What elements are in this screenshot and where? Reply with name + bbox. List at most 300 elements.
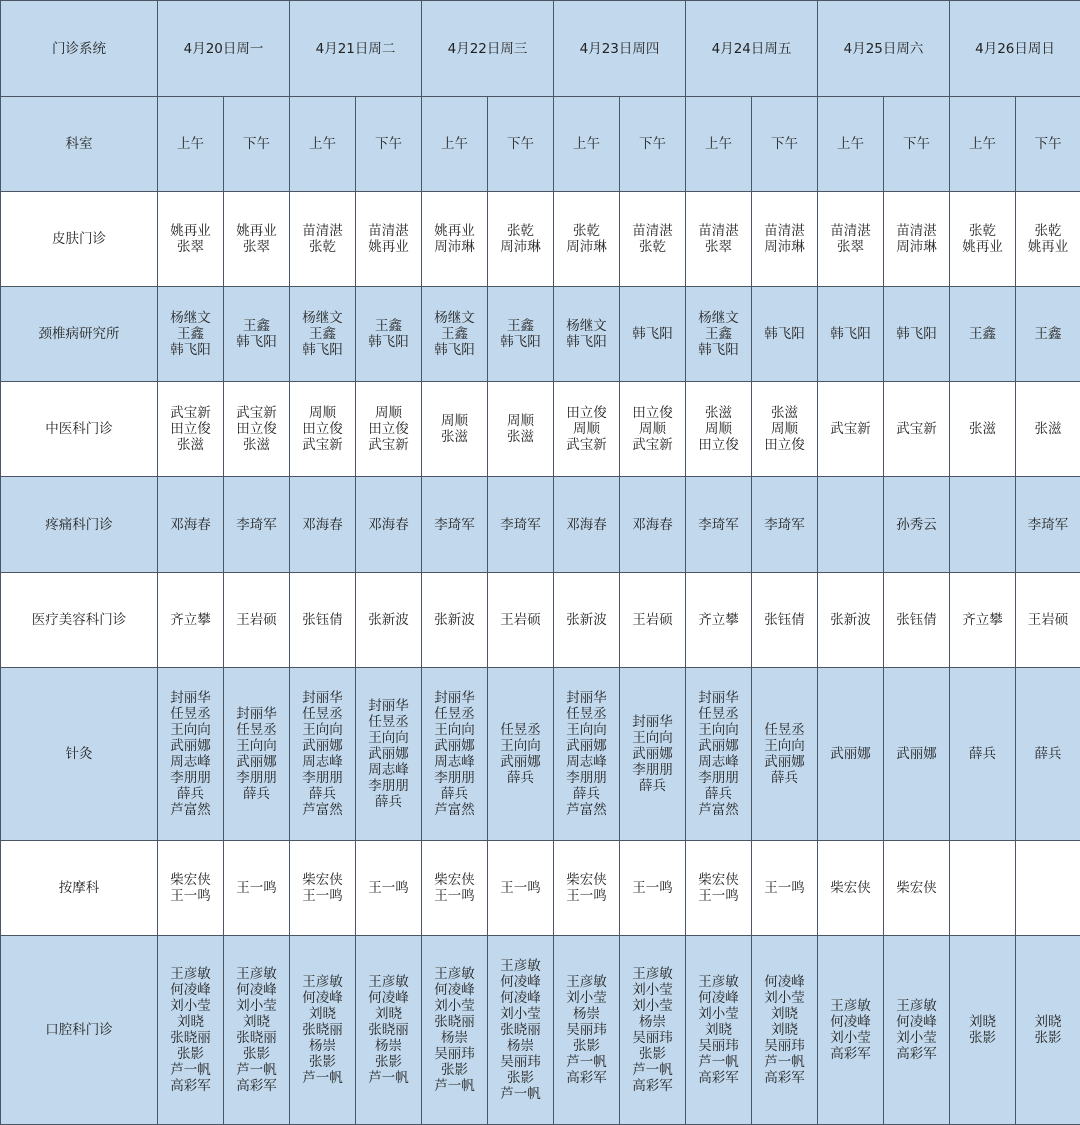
schedule-cell: [290, 668, 356, 841]
doctor-name: 王向向: [698, 722, 739, 738]
schedule-cell: [224, 841, 290, 936]
doctor-list: [500, 318, 541, 350]
doctor-name: 王彦敏: [632, 966, 673, 982]
doctor-name: 任昱丞: [434, 706, 475, 722]
doctor-name: 武宝新: [302, 437, 343, 453]
doctor-name: 杨崇: [375, 1038, 402, 1054]
doctor-list: [302, 223, 343, 255]
doctor-list: [302, 310, 343, 358]
doctor-name: 张乾: [1034, 223, 1062, 239]
doctor-name: 张新波: [434, 612, 475, 628]
doctor-name: 杨继文: [170, 310, 211, 326]
doctor-name: 武丽娜: [830, 746, 871, 762]
doctor-name: 高彩军: [698, 1070, 739, 1086]
doctor-name: 张乾: [969, 223, 996, 239]
doctor-name: 高彩军: [830, 1046, 871, 1062]
doctor-list: [830, 746, 871, 762]
schedule-cell: [158, 841, 224, 936]
doctor-name: 王一鸣: [566, 888, 607, 904]
schedule-cell: [488, 192, 554, 287]
doctor-name: 邓海春: [302, 516, 343, 533]
department-name: 疼痛科门诊: [1, 477, 158, 573]
doctor-name: 韩飞阳: [368, 334, 409, 350]
doctor-name: 周顺: [309, 405, 336, 421]
schedule-cell: [290, 287, 356, 382]
schedule-cell: [818, 841, 884, 936]
doctor-name: 田立俊: [764, 437, 805, 453]
doctor-list: [434, 310, 475, 358]
doctor-list: [566, 517, 607, 533]
doctor-name: 李朋朋: [632, 762, 673, 778]
doctor-list: [236, 966, 277, 1094]
doctor-name: 何凌峰: [500, 974, 541, 990]
doctor-name: 芦一帆: [368, 1070, 409, 1086]
doctor-name: 王彦敏: [302, 974, 343, 990]
schedule-cell: [950, 573, 1016, 668]
doctor-name: 张滋: [705, 405, 732, 421]
doctor-list: [764, 974, 805, 1086]
doctor-name: 张翠: [243, 239, 270, 255]
doctor-name: 齐立攀: [698, 612, 739, 628]
doctor-list: [1035, 1014, 1062, 1046]
doctor-name: 王岩硕: [236, 612, 277, 628]
doctor-list: [896, 517, 937, 533]
doctor-name: 姚再业: [1027, 239, 1069, 255]
doctor-name: 田立俊: [302, 421, 343, 437]
doctor-name: 田立俊: [632, 405, 673, 421]
schedule-cell: [356, 192, 422, 287]
doctor-name: 何凌峰: [698, 990, 739, 1006]
doctor-name: 武宝新: [632, 437, 673, 453]
doctor-name: 周沛琳: [764, 239, 805, 255]
doctor-name: 李朋朋: [170, 770, 211, 786]
doctor-name: 王一鸣: [368, 880, 409, 896]
doctor-name: 何凌峰: [500, 990, 541, 1006]
doctor-name: 张晓丽: [302, 1022, 343, 1038]
schedule-cell: [686, 382, 752, 477]
doctor-name: 封丽华: [170, 690, 211, 706]
doctor-name: 高彩军: [236, 1078, 277, 1094]
schedule-cell: [950, 192, 1016, 287]
doctor-name: 齐立攀: [962, 612, 1003, 628]
doctor-name: 王向向: [566, 722, 607, 738]
doctor-name: 田立俊: [566, 405, 607, 421]
doctor-name: 封丽华: [236, 706, 277, 722]
doctor-name: 苗清湛: [698, 223, 739, 239]
doctor-name: 武宝新: [566, 437, 607, 453]
doctor-name: 韩飞阳: [302, 342, 343, 358]
schedule-cell: [752, 668, 818, 841]
doctor-name: 王彦敏: [566, 974, 607, 990]
doctor-list: [368, 880, 409, 896]
day-header: 4月24日周五: [686, 1, 818, 97]
doctor-name: 武丽娜: [698, 738, 739, 754]
doctor-name: 吴丽玮: [434, 1046, 475, 1062]
schedule-cell: [620, 382, 686, 477]
doctor-name: 邓海春: [632, 516, 673, 533]
doctor-name: 张影: [243, 1046, 270, 1062]
doctor-name: 芦一帆: [632, 1062, 673, 1078]
doctor-name: 李琦军: [236, 516, 277, 533]
doctor-list: [632, 223, 673, 255]
doctor-name: 张晓丽: [500, 1022, 541, 1038]
doctor-list: [962, 223, 1003, 255]
doctor-name: 任昱丞: [302, 706, 343, 722]
period-am: 上午: [158, 97, 224, 192]
schedule-cell: [224, 936, 290, 1125]
doctor-name: 封丽华: [302, 690, 343, 706]
doctor-list: [441, 413, 468, 445]
doctor-name: 苗清湛: [302, 223, 343, 239]
doctor-name: 何凌峰: [764, 974, 805, 990]
doctor-list: [698, 872, 739, 904]
doctor-name: 周志峰: [566, 754, 607, 770]
doctor-name: 张影: [639, 1046, 666, 1062]
schedule-cell: [356, 936, 422, 1125]
day-header: 4月20日周一: [158, 1, 290, 97]
schedule-cell: [158, 936, 224, 1125]
doctor-list: [302, 872, 343, 904]
doctor-list: [830, 998, 871, 1062]
doctor-name: 韩飞阳: [434, 342, 475, 358]
doctor-list: [566, 872, 607, 904]
doctor-list: [236, 612, 277, 628]
schedule-cell: [554, 382, 620, 477]
schedule-cell: [884, 936, 950, 1125]
day-header: 4月21日周二: [290, 1, 422, 97]
doctor-list: [969, 326, 996, 342]
doctor-name: 王鑫: [177, 326, 204, 342]
doctor-name: 吴丽玮: [500, 1054, 541, 1070]
doctor-list: [566, 405, 607, 453]
doctor-name: 芦富然: [434, 802, 475, 818]
schedule-cell: [488, 936, 554, 1125]
doctor-name: 张翠: [705, 239, 732, 255]
doctor-list: [434, 517, 475, 533]
doctor-name: 王鑫: [507, 318, 534, 334]
doctor-name: 王彦敏: [896, 998, 937, 1014]
doctor-name: 周沛琳: [566, 239, 607, 255]
doctor-name: 王鑫: [705, 326, 732, 342]
schedule-cell: [884, 573, 950, 668]
doctor-list: [500, 223, 541, 255]
schedule-cell: [818, 936, 884, 1125]
doctor-list: [969, 421, 996, 437]
period-am: 上午: [686, 97, 752, 192]
doctor-name: 齐立攀: [170, 612, 211, 628]
doctor-name: 李朋朋: [698, 770, 739, 786]
doctor-list: [896, 746, 937, 762]
doctor-name: 王鑫: [309, 326, 336, 342]
doctor-name: 张乾: [639, 239, 666, 255]
doctor-name: 邓海春: [368, 516, 409, 533]
doctor-name: 柴宏侠: [830, 880, 871, 896]
doctor-list: [830, 223, 871, 255]
doctor-name: 高彩军: [896, 1046, 937, 1062]
schedule-cell: [950, 668, 1016, 841]
doctor-name: 芦一帆: [236, 1062, 277, 1078]
doctor-name: 刘小莹: [566, 990, 607, 1006]
doctor-name: 任昱丞: [170, 706, 211, 722]
schedule-cell: [620, 936, 686, 1125]
corner-label: 门诊系统: [1, 1, 158, 97]
schedule-cell: [818, 668, 884, 841]
doctor-name: 李琦军: [500, 516, 541, 533]
doctor-list: [500, 880, 541, 896]
doctor-name: 周顺: [639, 421, 666, 437]
schedule-cell: [1016, 382, 1080, 477]
doctor-list: [434, 966, 475, 1094]
doctor-name: 韩飞阳: [236, 334, 277, 350]
doctor-list: [170, 310, 211, 358]
doctor-name: 周志峰: [302, 754, 343, 770]
doctor-name: 杨崇: [507, 1038, 534, 1054]
schedule-cell: [620, 477, 686, 573]
doctor-list: [764, 722, 805, 786]
doctor-name: 薛兵: [969, 746, 996, 762]
doctor-name: 周顺: [507, 413, 534, 429]
schedule-cell: [158, 382, 224, 477]
doctor-name: 王彦敏: [368, 974, 409, 990]
doctor-name: 芦富然: [566, 802, 607, 818]
doctor-name: 王一鸣: [764, 880, 805, 896]
doctor-name: 张晓丽: [434, 1014, 475, 1030]
doctor-name: 周顺: [441, 413, 468, 429]
doctor-name: 王岩硕: [500, 612, 541, 628]
doctor-name: 芦一帆: [434, 1078, 475, 1094]
schedule-cell: [950, 841, 1016, 936]
schedule-cell: [686, 668, 752, 841]
schedule-cell: [422, 573, 488, 668]
schedule-cell: [224, 287, 290, 382]
schedule-cell: [554, 477, 620, 573]
doctor-name: 张钰倩: [764, 612, 805, 628]
doctor-name: 任昱丞: [368, 714, 409, 730]
doctor-name: 张滋: [1034, 421, 1062, 437]
doctor-name: 武丽娜: [500, 754, 541, 770]
schedule-cell: [884, 841, 950, 936]
doctor-name: 张翠: [837, 239, 864, 255]
doctor-name: 刘晓: [771, 1022, 798, 1038]
period-pm: 下午: [488, 97, 554, 192]
doctor-name: 封丽华: [632, 714, 673, 730]
doctor-list: [969, 1014, 996, 1046]
schedule-cell: [818, 382, 884, 477]
doctor-name: 苗清湛: [632, 223, 673, 239]
department-row: [1, 287, 1080, 382]
doctor-name: 王鑫: [375, 318, 402, 334]
doctor-name: 张影: [375, 1054, 402, 1070]
doctor-list: [632, 880, 673, 896]
schedule-cell: [620, 192, 686, 287]
schedule-cell: [686, 192, 752, 287]
department-name: 皮肤门诊: [1, 192, 158, 287]
doctor-name: 张滋: [507, 429, 534, 445]
schedule-cell: [950, 477, 1016, 573]
doctor-name: 姚再业: [170, 223, 211, 239]
schedule-cell: [884, 668, 950, 841]
doctor-name: 封丽华: [368, 698, 409, 714]
doctor-list: [566, 223, 607, 255]
doctor-name: 任昱丞: [566, 706, 607, 722]
doctor-name: 周沛琳: [434, 239, 475, 255]
doctor-list: [170, 690, 211, 818]
doctor-name: 李朋朋: [434, 770, 475, 786]
department-row: [1, 192, 1080, 287]
department-row: [1, 477, 1080, 573]
doctor-name: 刘小莹: [632, 998, 673, 1014]
doctor-list: [632, 966, 673, 1094]
schedule-cell: [356, 668, 422, 841]
doctor-name: 任昱丞: [236, 722, 277, 738]
doctor-name: 张新波: [368, 612, 409, 628]
schedule-cell: [752, 192, 818, 287]
doctor-name: 任昱丞: [698, 706, 739, 722]
doctor-name: 王一鸣: [236, 880, 277, 896]
department-name: 颈椎病研究所: [1, 287, 158, 382]
schedule-cell: [554, 287, 620, 382]
schedule-cell: [224, 668, 290, 841]
department-name: 针灸: [1, 668, 158, 841]
doctor-list: [764, 223, 805, 255]
doctor-name: 王彦敏: [236, 966, 277, 982]
schedule-cell: [1016, 573, 1080, 668]
doctor-name: 张新波: [566, 612, 607, 628]
doctor-name: 张钰倩: [302, 612, 343, 628]
doctor-name: 张滋: [771, 405, 798, 421]
schedule-cell: [884, 192, 950, 287]
schedule-cell: [686, 841, 752, 936]
doctor-name: 韩飞阳: [500, 334, 541, 350]
doctor-name: 刘晓: [771, 1006, 798, 1022]
doctor-list: [632, 714, 673, 794]
doctor-name: 张晓丽: [236, 1030, 277, 1046]
department-header: 科室: [1, 97, 158, 192]
doctor-name: 张翠: [177, 239, 204, 255]
doctor-name: 张乾: [507, 223, 534, 239]
schedule-cell: [158, 287, 224, 382]
doctor-name: 芦一帆: [566, 1054, 607, 1070]
doctor-name: 柴宏侠: [896, 880, 937, 896]
doctor-name: 李朋朋: [368, 778, 409, 794]
doctor-name: 姚再业: [962, 239, 1003, 255]
department-row: [1, 936, 1080, 1125]
doctor-name: 薛兵: [441, 786, 468, 802]
doctor-list: [368, 223, 409, 255]
doctor-name: 芦富然: [302, 802, 343, 818]
doctor-list: [368, 698, 409, 810]
schedule-cell: [488, 668, 554, 841]
schedule-cell: [752, 936, 818, 1125]
doctor-name: 武丽娜: [368, 746, 409, 762]
doctor-list: [764, 326, 805, 342]
doctor-name: 刘小莹: [500, 1006, 541, 1022]
doctor-name: 武宝新: [368, 437, 409, 453]
schedule-cell: [356, 287, 422, 382]
doctor-name: 刘小莹: [236, 998, 277, 1014]
schedule-cell: [620, 841, 686, 936]
doctor-list: [302, 517, 343, 533]
doctor-list: [434, 223, 475, 255]
doctor-name: 王向向: [632, 730, 673, 746]
doctor-list: [500, 722, 541, 786]
doctor-name: 王一鸣: [500, 880, 541, 896]
doctor-list: [368, 517, 409, 533]
schedule-cell: [158, 668, 224, 841]
day-header: 4月25日周六: [818, 1, 950, 97]
period-pm: 下午: [356, 97, 422, 192]
doctor-list: [302, 690, 343, 818]
schedule-cell: [620, 668, 686, 841]
doctor-name: 刘小莹: [434, 998, 475, 1014]
doctor-name: 张滋: [243, 437, 270, 453]
doctor-name: 王向向: [764, 738, 805, 754]
doctor-name: 武丽娜: [896, 746, 937, 762]
doctor-list: [236, 880, 277, 896]
doctor-name: 杨继文: [698, 310, 739, 326]
period-am: 上午: [950, 97, 1016, 192]
doctor-list: [698, 223, 739, 255]
doctor-name: 王向向: [170, 722, 211, 738]
department-row: [1, 573, 1080, 668]
doctor-list: [368, 318, 409, 350]
doctor-list: [1035, 746, 1062, 762]
doctor-name: 武宝新: [896, 421, 937, 437]
doctor-name: 苗清湛: [368, 223, 409, 239]
department-row: [1, 668, 1080, 841]
doctor-name: 田立俊: [236, 421, 277, 437]
doctor-list: [236, 405, 277, 453]
doctor-name: 武丽娜: [302, 738, 343, 754]
doctor-list: [969, 746, 996, 762]
doctor-name: 王向向: [236, 738, 277, 754]
doctor-list: [632, 517, 673, 533]
doctor-list: [170, 405, 211, 453]
schedule-cell: [950, 287, 1016, 382]
schedule-cell: [950, 936, 1016, 1125]
doctor-name: 王向向: [500, 738, 541, 754]
schedule-cell: [686, 477, 752, 573]
doctor-list: [632, 326, 673, 342]
schedule-cell: [554, 668, 620, 841]
doctor-name: 苗清湛: [830, 223, 871, 239]
doctor-name: 邓海春: [566, 516, 607, 533]
doctor-name: 王鑫: [243, 318, 270, 334]
schedule-cell: [752, 477, 818, 573]
doctor-name: 王岩硕: [1027, 612, 1069, 628]
doctor-name: 王一鸣: [302, 888, 343, 904]
doctor-name: 韩飞阳: [764, 326, 805, 342]
doctor-list: [632, 405, 673, 453]
doctor-name: 高彩军: [566, 1070, 607, 1086]
doctor-list: [566, 612, 607, 628]
doctor-list: [632, 612, 673, 628]
doctor-list: [764, 880, 805, 896]
doctor-name: 刘小莹: [170, 998, 211, 1014]
doctor-name: 王彦敏: [170, 966, 211, 982]
period-pm: 下午: [224, 97, 290, 192]
doctor-list: [302, 405, 343, 453]
department-name: 口腔科门诊: [1, 936, 158, 1125]
doctor-name: 王一鸣: [632, 880, 673, 896]
doctor-name: 刘晓: [177, 1014, 204, 1030]
doctor-name: 薛兵: [507, 770, 534, 786]
schedule-cell: [224, 382, 290, 477]
doctor-name: 田立俊: [170, 421, 211, 437]
schedule-cell: [884, 382, 950, 477]
doctor-name: 薛兵: [639, 778, 666, 794]
doctor-list: [170, 517, 211, 533]
